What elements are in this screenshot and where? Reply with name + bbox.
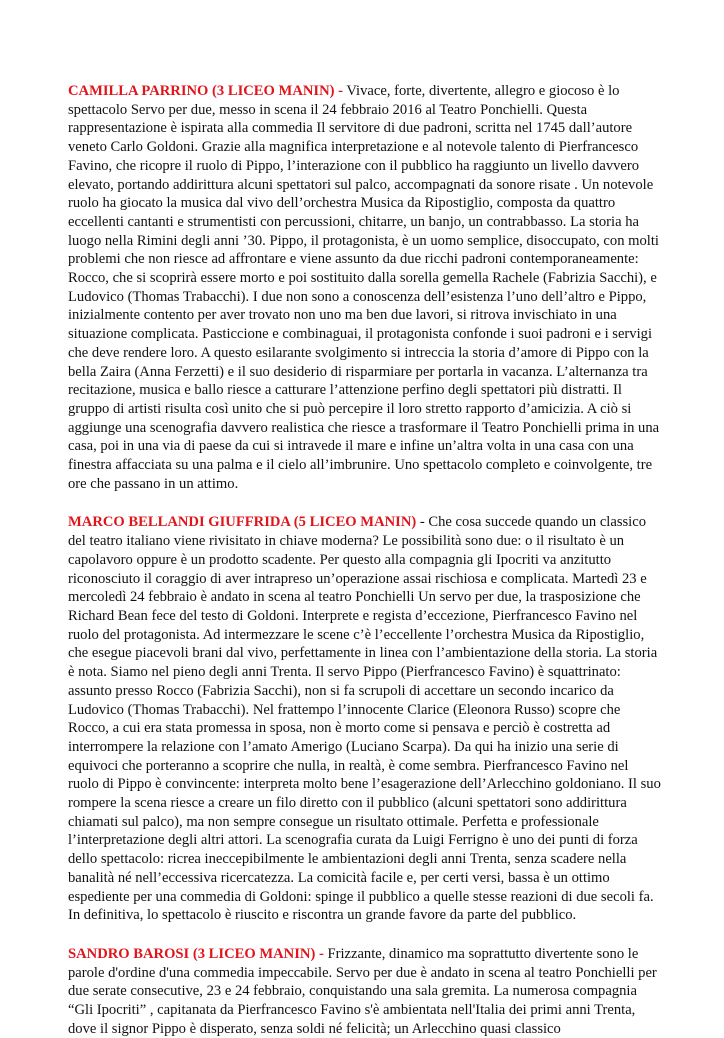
review-author: MARCO BELLANDI GIUFFRIDA (5 LICEO MANIN) [68, 514, 417, 531]
review-text: - Che cosa succede quando un classico del teatro italiano viene rivisitato in chiave moderna? Le possibilità sono due: o il risultato è un capolavoro oppure è un prodotto scadente. Per questo alla compagnia gli Ipocriti va anzitutto riconosciuto il coraggio di aver intrapreso un’operazione assai rischiosa e complicata. Martedì 23 e mercoledì 24 febbraio è andato in scena al teatro Ponchielli Un servo per due, la trasposizione che Richard Bean fece del testo di Goldoni. Interprete e regista d’eccezione, Pierfrancesco Favino nel ruolo del protagonista. Ad intermezzare le scene c’è l’eccellente l’orchestra Musica da Ripostiglio, che esegue piacevoli brani dal vivo, perfettamente in linea con l’ambientazione della storia. La storia è nota. Siamo nel pieno degli anni Trenta. Il servo Pippo (Pierfrancesco Favino) è squattrinato: assunto presso Rocco (Fabrizia Sacchi), non si fa scrupoli di accettare un secondo incarico da Ludovico (Thomas Trabacchi). Nel frattempo l’innocente Clarice (Eleonora Russo) scopre che Rocco, a cui era stata promessa in sposa, non è morto come si pensava e perciò è costretta ad interrompere la relazione con l’amato Amerigo (Luciano Scarpa). Da qui ha inizio una serie di equivoci che porteranno a scoprire che nulla, in realtà, è come sembra. Pierfrancesco Favino nel ruolo di Pippo è convincente: interpreta molto bene l’esagerazione dell’Arlecchino goldoniano. Il suo rompere la scena riesce a creare un filo diretto con il pubblico (alcuni spettatori sono addirittura chiamati sul palco), ma non sempre consegue un risultato ottimale. Perfetta e professionale l’interpretazione degli altri attori. La scenografia curata da Luigi Ferrigno è uno dei punti di forza dello spettacolo: ricrea ineccepibilmente le ambientazioni degli anni Trenta, senza scadere nella banalità né nell’eccessiva ricercatezza. La comicità facile e, per certi versi, bassa è un ottimo espediente per una commedia di Goldoni: spinge il pubblico a quelle stesse reazioni di due secoli fa. In definitiva, lo spettacolo è riuscito e riscontra un grande favore da parte del pubblico. [68, 514, 661, 924]
review-author: SANDRO BAROSI (3 LICEO MANIN) - [68, 945, 324, 962]
review-sandro-barosi [68, 945, 662, 1038]
review-text: Frizzante, dinamico ma soprattutto divertente sono le parole d'ordine d'una commedia impeccabile. Servo per due è andato in scena al teatro Ponchielli per due serate consecutive, 23 e 24 febbraio, conquistando una sala gremita. La numerosa compagnia “Gli Ipocriti” , capitanata da Pierfrancesco Favino s'è ambientata nell'Italia dei primi anni Trenta, dove il signor Pippo è disperato, senza soldi né felicità; un Arlecchino quasi classico [68, 945, 657, 1037]
review-author: CAMILLA PARRINO (3 LICEO MANIN) - [68, 83, 343, 99]
review-camilla-parrino [68, 82, 662, 493]
review-text: Vivace, forte, divertente, allegro e giocoso è lo spettacolo Servo per due, messo in scena il 24 febbraio 2016 al Teatro Ponchielli. Questa rappresentazione è ispirata alla commedia Il servitore di due padroni, scritta nel 1745 dall’autore veneto Carlo Goldoni. Grazie alla magnifica interpretazione e al notevole talento di Pierfrancesco Favino, che ricopre il ruolo di Pippo, l’interazione con il pubblico ha raggiunto un livello davvero elevato, portando addirittura alcuni spettatori sul palco, accompagnati da sonore risate . Un notevole ruolo ha giocato la musica dal vivo dell’orchestra Musica da Ripostiglio, composta da quattro eccellenti cantanti e strumentisti con percussioni, chitarre, un banjo, un contrabbasso. La storia ha luogo nella Rimini degli anni ’30. Pippo, il protagonista, è un uomo semplice, disoccupato, con molti problemi che non riesce ad affrontare e viene assunto da due ricchi padroni contemporaneamente: Rocco, che si scoprirà essere morto e poi sostituito dalla sorella gemella Rachele (Fabrizia Sacchi), e Ludovico (Thomas Trabacchi). I due non sono a conoscenza dell’esistenza l’uno dell’altro e Pippo, inizialmente contento per aver trovato non uno ma ben due lavori, si ritrova invischiato in una situazione complicata. Pasticcione e combinaguai, il protagonista confonde i suoi padroni e i servigi che deve rendere loro. A questo esilarante svolgimento si intreccia la storia d’amore di Pippo con la bella Zaira (Anna Ferzetti) e il suo desiderio di risparmiare per portarla in vacanza. L’alternanza tra recitazione, musica e ballo riesce a catturare l’attenzione perfino degli spettatori più distratti. Il gruppo di artisti risulta così unito che si può percepire il loro stretto rapporto d’amicizia. A ciò si aggiunge una scenografia davvero realistica che riesce a trasformare il Teatro Ponchielli prima in una casa, poi in una via di paese da cui si intravede il mare e infine un’altra volta in una casa con una finestra affacciata su una palma e il cielo all’imbrunire. Uno spettacolo completo e coinvolgente, tre ore che passano in un attimo. [68, 83, 660, 492]
review-marco-bellandi-giuffrida [68, 513, 662, 924]
